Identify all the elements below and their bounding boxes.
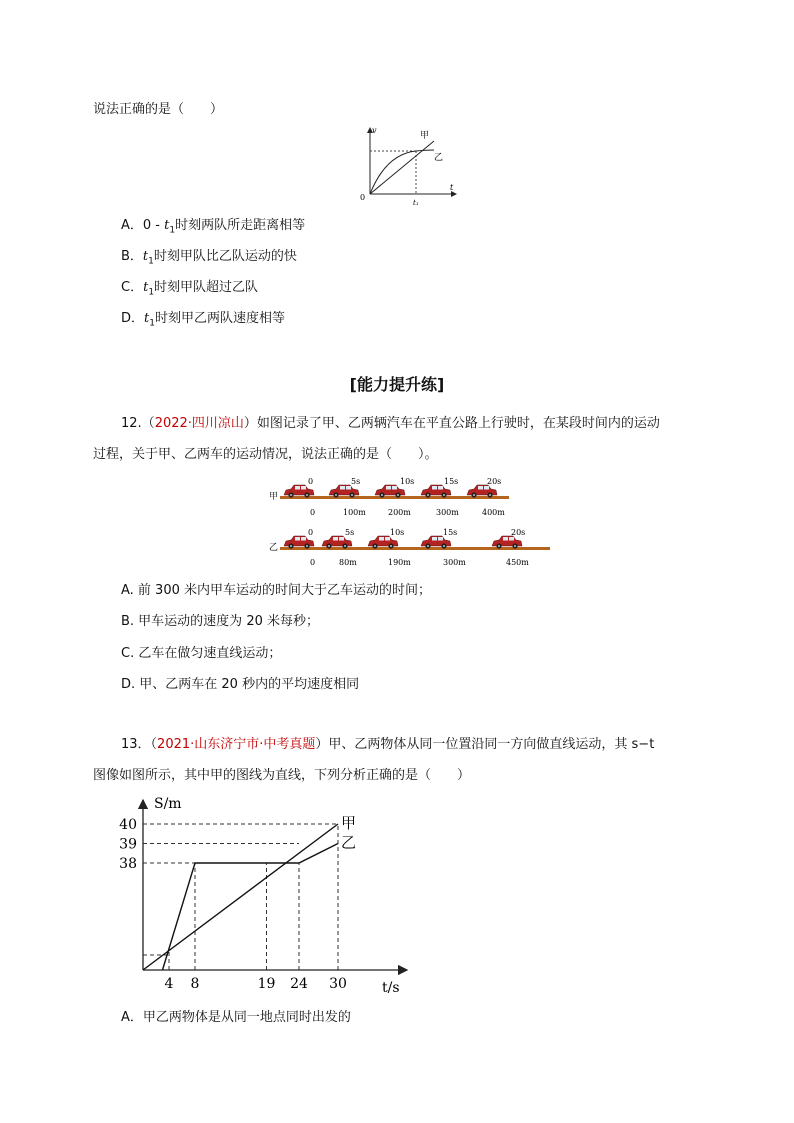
jia-time-10s: 10s	[400, 477, 415, 486]
jia-car-10s	[375, 485, 405, 498]
yi-time-5s: 5s	[345, 528, 355, 537]
q11-option-c[interactable]	[121, 279, 258, 302]
section-heading: [能力提升练]	[349, 375, 445, 394]
opt-prefix: B．	[121, 249, 143, 264]
v-axis-label: v	[372, 126, 377, 135]
yi-dist-190m: 190m	[388, 558, 411, 566]
opt-text: 时刻甲队超过乙队	[154, 280, 259, 295]
q12-stem-line2: 过程，关于甲、乙两车的运动情况，说法正确的是（ ）。	[93, 447, 438, 462]
q12-option-b[interactable]: B. 甲车运动的速度为 20 米每秒；	[121, 614, 319, 629]
t-subscript: 1	[149, 318, 155, 329]
jia-dist-0: 0	[310, 508, 316, 517]
t-symbol: t	[143, 280, 149, 295]
q12-option-a[interactable]: A. 前 300 米内甲车运动的时间大于乙车运动的时间；	[121, 583, 432, 598]
opt-text: 时刻两队所走距离相等	[175, 218, 306, 233]
jia-car-0	[284, 485, 314, 498]
y-tick-39: 39	[119, 836, 137, 853]
series-label-jia: 甲	[341, 814, 357, 832]
jia-time-20s: 20s	[487, 477, 502, 486]
yi-car-0	[284, 536, 314, 549]
opt-prefix: C．	[121, 280, 144, 295]
q12-option-d[interactable]: D. 甲、乙两车在 20 秒内的平均速度相同	[121, 677, 360, 692]
car-motion-figure	[266, 474, 556, 566]
yi-row-label: 乙	[269, 543, 279, 553]
jia-dist-300m: 300m	[436, 508, 459, 517]
t-subscript: 1	[148, 256, 154, 267]
q13-number: 13．（	[121, 737, 158, 752]
y-axis-label: S/m	[154, 796, 182, 812]
q12-stem-text: ）如图记录了甲、乙两辆汽车在平直公路上行驶时，在某段时间内的运动	[243, 416, 660, 431]
yi-dist-300m: 300m	[443, 558, 466, 566]
yi-car-5s	[322, 536, 352, 549]
y-tick-38: 38	[119, 856, 137, 872]
t-subscript: 1	[148, 287, 155, 298]
q12-option-c[interactable]: C. 乙车在做匀速直线运动；	[121, 646, 282, 661]
yi-time-0: 0	[308, 528, 314, 537]
jia-car-15s	[421, 485, 451, 498]
jia-row-label: 甲	[269, 492, 279, 502]
t-symbol: t	[142, 249, 149, 264]
yi-time-20s: 20s	[511, 528, 526, 537]
s-t-chart	[110, 792, 440, 1002]
yi-car-20s	[492, 536, 522, 549]
yi-curve-label: 乙	[434, 153, 444, 163]
origin-label: 0	[360, 193, 366, 202]
jia-curve-label: 甲	[420, 131, 430, 141]
jia-car-20s	[467, 485, 497, 498]
jia-time-0: 0	[308, 477, 314, 486]
jia-time-5s: 5s	[351, 477, 361, 486]
x-axis-label: t/s	[382, 980, 400, 996]
y-tick-40: 40	[119, 817, 137, 833]
yi-road	[280, 547, 550, 550]
x-tick-30: 30	[329, 976, 347, 992]
jia-dist-400m: 400m	[482, 508, 505, 517]
t-axis-label: t	[450, 183, 454, 192]
yi-dist-450m: 450m	[506, 558, 529, 566]
opt-prefix: D．	[121, 311, 145, 326]
jia-dist-200m: 200m	[388, 508, 411, 517]
t-symbol: t	[164, 218, 170, 233]
jia-time-15s: 15s	[444, 477, 459, 486]
yi-time-10s: 10s	[390, 528, 405, 537]
q13-stem-text: ）甲、乙两物体从同一位置沿同一方向做直线运动，其 s−t	[315, 737, 655, 752]
q12-number: 12.（	[121, 416, 155, 431]
velocity-time-graph	[352, 124, 472, 208]
q13-stem-line2: 图像如图所示，其中甲的图线为直线，下列分析正确的是（ ）	[93, 768, 471, 783]
q11-option-d[interactable]	[121, 310, 285, 333]
series-line-jia	[143, 824, 338, 970]
q11-option-b[interactable]	[121, 248, 297, 271]
x-tick-8: 8	[190, 976, 200, 992]
series-line-yi	[163, 844, 339, 971]
yi-car-15s	[421, 536, 451, 549]
curve-jia	[370, 141, 434, 194]
q13-option-a[interactable]: A．甲乙两物体是从同一地点同时出发的	[121, 1010, 351, 1025]
opt-text: 时刻甲乙两队速度相等	[154, 311, 285, 326]
jia-car-5s	[329, 485, 359, 498]
yi-time-15s: 15s	[443, 528, 458, 537]
yi-dist-80m: 80m	[339, 558, 357, 566]
q11-option-a[interactable]	[121, 217, 305, 240]
q13-stem-line1	[121, 736, 654, 754]
opt-prefix: A．0 -	[121, 218, 165, 233]
yi-dist-0: 0	[310, 558, 316, 566]
curve-yi	[370, 150, 434, 194]
q13-source: 2021·山东济宁市·中考真题	[157, 737, 316, 752]
x-tick-19: 19	[257, 976, 276, 992]
jia-dist-100m: 100m	[343, 508, 366, 517]
opt-text: 时刻甲队比乙队运动的快	[153, 249, 297, 264]
q12-stem-line1	[121, 415, 660, 433]
q12-source: 2022·四川凉山	[154, 416, 244, 431]
x-tick-24: 24	[290, 976, 308, 992]
yi-car-10s	[368, 536, 398, 549]
t1-label: t₁	[413, 199, 419, 207]
series-label-yi: 乙	[341, 833, 357, 852]
t-symbol: t	[144, 311, 150, 326]
x-tick-4: 4	[164, 976, 174, 992]
t-subscript: 1	[169, 225, 176, 236]
q11-stem-tail: 说法正确的是（ ）	[93, 102, 224, 117]
